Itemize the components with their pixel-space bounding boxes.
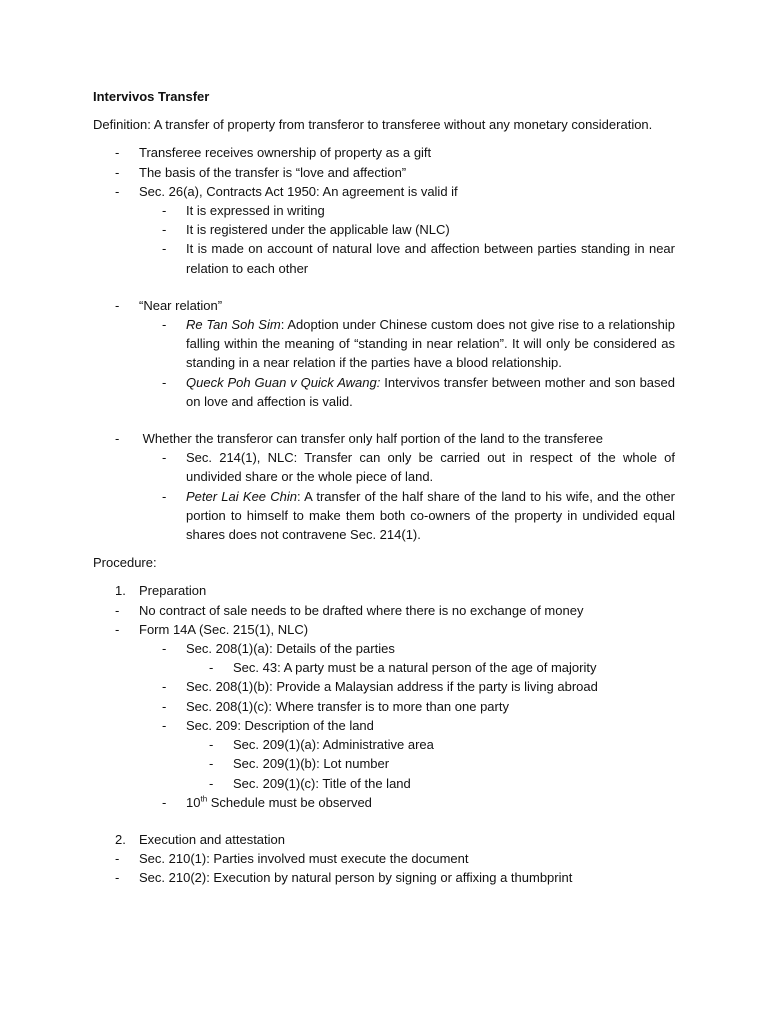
list-marker: -: [115, 431, 120, 447]
list-marker: -: [209, 737, 214, 753]
list-marker: -: [162, 222, 167, 238]
case-text: [186, 448, 679, 486]
list-item: [140, 716, 675, 735]
list-item-text: Sec. 209(1)(b): Lot number: [233, 756, 390, 772]
case-item: [140, 487, 679, 545]
document-title: Intervivos Transfer: [93, 89, 210, 104]
schedule-number: 10: [186, 794, 201, 810]
spacer: [93, 544, 675, 553]
spacer: [93, 411, 675, 429]
list-marker: -: [115, 183, 120, 199]
case-item: [140, 315, 679, 373]
list-item-text: It is made on account of natural love and affection between parties standing in near relation to each other: [186, 241, 675, 276]
section-basics-list: [93, 143, 675, 277]
case-text: [186, 487, 679, 545]
case-holding: Sec. 214(1), NLC: Transfer can only be carried out in respect of the whole of undivided share or the whole piece of land.: [186, 450, 679, 485]
list-item: [140, 697, 675, 716]
case-text: [186, 373, 679, 411]
list-marker: -: [162, 488, 167, 504]
case-item: [140, 448, 679, 486]
list-item: [93, 581, 675, 600]
list-item: [187, 735, 675, 754]
list-item-text: The basis of the transfer is “love and affection”: [139, 164, 407, 180]
list-item-near-relation: [93, 296, 675, 315]
case-name: Re Tan Soh Sim: [186, 317, 281, 333]
procedure-execution-list: [93, 830, 675, 888]
case-name: Queck Poh Guan v Quick Awang:: [186, 374, 381, 390]
list-marker: -: [162, 241, 167, 257]
list-item-text: “Near relation”: [139, 297, 223, 313]
list-marker: -: [162, 698, 167, 714]
list-item: [93, 163, 675, 182]
list-marker: -: [162, 679, 167, 695]
list-item-text: Sec. 208(1)(b): Provide a Malaysian address if the party is living abroad: [186, 679, 598, 695]
list-item-text: It is expressed in writing: [186, 203, 325, 219]
list-item: [140, 220, 675, 239]
list-item-text: Sec. 26(a), Contracts Act 1950: An agreement is valid if: [139, 183, 458, 199]
list-item-schedule: [140, 793, 675, 812]
list-marker: -: [115, 297, 120, 313]
case-holding: Intervivos transfer between mother and son based on love and affection is valid.: [186, 374, 679, 409]
list-marker: -: [115, 602, 120, 618]
list-item-text: Transferee receives ownership of property as a gift: [139, 145, 432, 161]
list-item-text: Sec. 208(1)(a): Details of the parties: [186, 641, 395, 657]
list-item: [140, 239, 675, 277]
spacer: [93, 278, 675, 296]
list-marker: -: [209, 756, 214, 772]
list-marker: -: [162, 717, 167, 733]
list-marker: -: [209, 775, 214, 791]
case-holding: : A transfer of the half share of the land to his wife, and the other portion to himself to make them both co-owners of the property in undivided equal shares does not contravene Sec. 214(1).: [186, 488, 679, 543]
list-item-text: Sec. 43: A party must be a natural person of the age of majority: [233, 660, 597, 676]
near-relation-cases-list: [93, 315, 679, 411]
list-item-text: Preparation: [139, 583, 207, 599]
list-marker: 2.: [115, 831, 126, 847]
list-item-half-portion: [93, 429, 675, 448]
list-item: [187, 754, 675, 773]
list-marker: -: [162, 450, 167, 466]
case-name: Peter Lai Kee Chin: [186, 488, 298, 504]
procedure-preparation-list: [93, 581, 675, 792]
document-body: [93, 87, 679, 888]
list-item-text: Sec. 209(1)(a): Administrative area: [233, 737, 434, 753]
list-item: [93, 182, 675, 201]
list-marker: -: [115, 164, 120, 180]
list-marker: 1.: [115, 583, 126, 599]
list-item: [93, 143, 675, 162]
list-item: [140, 639, 675, 658]
list-item: [140, 201, 675, 220]
definition-paragraph: Definition: A transfer of property from transferor to transferee without any monetary consideration.: [93, 117, 653, 133]
list-marker: -: [115, 621, 120, 637]
list-item-text: [186, 793, 675, 812]
spacer: [93, 812, 675, 830]
list-item-text: Whether the transferor can transfer only half portion of the land to the transferee: [139, 431, 603, 447]
list-marker: -: [162, 317, 167, 333]
schedule-ordinal: th: [200, 794, 208, 804]
list-item-text: Sec. 210(2): Execution by natural person by signing or affixing a thumbprint: [139, 870, 573, 886]
case-text: [186, 315, 679, 373]
list-item-text: Form 14A (Sec. 215(1), NLC): [139, 621, 309, 637]
list-item-text: Execution and attestation: [139, 831, 285, 847]
case-item: [140, 373, 679, 411]
list-marker: -: [162, 374, 167, 390]
list-item-text: Sec. 208(1)(c): Where transfer is to more than one party: [186, 698, 509, 714]
list-item: [187, 658, 675, 677]
list-item-text: Sec. 209(1)(c): Title of the land: [233, 775, 411, 791]
list-item-text: No contract of sale needs to be drafted where there is no exchange of money: [139, 602, 584, 618]
list-marker: -: [162, 794, 167, 810]
list-item: [93, 620, 675, 639]
list-item: [187, 774, 675, 793]
list-item: [93, 601, 675, 620]
list-marker: -: [162, 203, 167, 219]
list-marker: -: [115, 870, 120, 886]
list-item: [93, 868, 675, 887]
list-marker: -: [209, 660, 214, 676]
schedule-text: Schedule must be observed: [207, 794, 372, 810]
list-item: [140, 677, 675, 696]
list-item-text: It is registered under the applicable law (NLC): [186, 222, 450, 238]
list-marker: -: [162, 641, 167, 657]
procedure-heading: Procedure:: [93, 555, 157, 571]
half-portion-points-list: [93, 448, 679, 544]
case-holding: : Adoption under Chinese custom does not give rise to a relationship falling within the meaning of “standing in near relation”. It will only be considered as standing in a near relation if the parties have a blood relationship.: [186, 317, 679, 371]
list-item: [93, 830, 675, 849]
list-item-text: Sec. 209: Description of the land: [186, 717, 374, 733]
list-item: [93, 849, 675, 868]
list-marker: -: [115, 851, 120, 867]
list-item-text: Sec. 210(1): Parties involved must execute the document: [139, 851, 469, 867]
list-marker: -: [115, 145, 120, 161]
